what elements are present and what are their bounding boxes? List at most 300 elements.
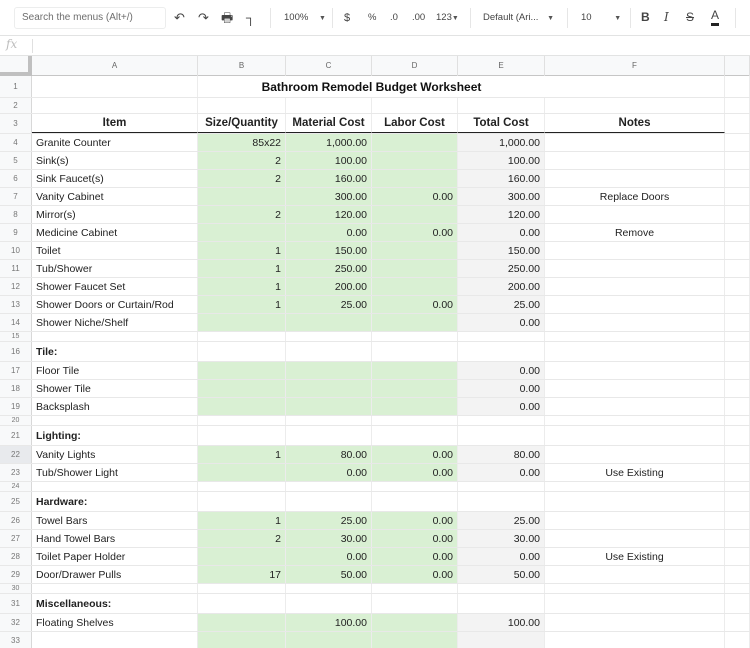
cell[interactable] — [725, 362, 750, 379]
cell[interactable] — [286, 584, 372, 593]
quantity-cell[interactable] — [198, 464, 286, 481]
material-cost-cell[interactable]: 80.00 — [286, 446, 372, 463]
item-cell[interactable]: Vanity Cabinet — [32, 188, 198, 205]
sheet-title[interactable]: Bathroom Remodel Budget Worksheet — [261, 79, 482, 94]
cell[interactable] — [545, 416, 725, 425]
quantity-cell[interactable]: 2 — [198, 530, 286, 547]
quantity-cell[interactable]: 2 — [198, 206, 286, 223]
cell[interactable] — [725, 584, 750, 593]
row-header[interactable]: 10 — [0, 242, 32, 259]
quantity-cell[interactable]: 85x22 — [198, 134, 286, 151]
total-cost-cell[interactable]: 300.00 — [458, 188, 545, 205]
cell[interactable] — [725, 224, 750, 241]
cell[interactable] — [458, 416, 545, 425]
quantity-cell[interactable] — [198, 314, 286, 331]
table-row — [0, 632, 750, 648]
item-cell[interactable]: Shower Tile — [32, 380, 198, 397]
labor-cost-cell[interactable] — [372, 134, 458, 151]
cell[interactable] — [286, 332, 372, 341]
notes-cell[interactable] — [545, 170, 725, 187]
labor-cost-cell[interactable] — [372, 380, 458, 397]
notes-cell[interactable]: Use Existing — [545, 464, 725, 481]
cell[interactable] — [198, 426, 286, 445]
quantity-cell[interactable] — [198, 614, 286, 631]
cell[interactable] — [32, 98, 198, 113]
column-headers — [0, 56, 750, 76]
total-cost-cell[interactable]: 100.00 — [458, 614, 545, 631]
select-all-corner[interactable] — [0, 56, 32, 76]
cell[interactable] — [286, 342, 372, 361]
cell[interactable] — [725, 170, 750, 187]
header-total-cost[interactable]: Total Cost — [458, 114, 545, 133]
cell[interactable] — [198, 98, 286, 113]
row-header[interactable]: 14 — [0, 314, 32, 331]
item-cell[interactable]: Toilet Paper Holder — [32, 548, 198, 565]
cell[interactable] — [545, 98, 725, 113]
item-cell[interactable]: Sink Faucet(s) — [32, 170, 198, 187]
labor-cost-cell[interactable] — [372, 614, 458, 631]
material-cost-cell[interactable]: 0.00 — [286, 224, 372, 241]
row-header[interactable]: 6 — [0, 170, 32, 187]
row-header[interactable]: 7 — [0, 188, 32, 205]
cell[interactable] — [725, 492, 750, 511]
material-cost-cell[interactable] — [286, 380, 372, 397]
material-cost-cell[interactable] — [286, 314, 372, 331]
notes-cell[interactable] — [545, 242, 725, 259]
total-cost-cell[interactable]: 25.00 — [458, 512, 545, 529]
cell[interactable] — [372, 584, 458, 593]
row-header[interactable]: 25 — [0, 492, 32, 511]
zoom-select[interactable]: 100% ▼ — [284, 12, 326, 23]
item-cell[interactable]: Sink(s) — [32, 152, 198, 169]
row-header[interactable]: 28 — [0, 548, 32, 565]
notes-cell[interactable] — [545, 134, 725, 151]
total-cost-cell[interactable]: 0.00 — [458, 464, 545, 481]
section-label[interactable]: Lighting: — [32, 426, 198, 445]
item-cell[interactable]: Backsplash — [32, 398, 198, 415]
notes-cell[interactable]: Use Existing — [545, 548, 725, 565]
quantity-cell[interactable]: 1 — [198, 260, 286, 277]
material-cost-cell[interactable]: 200.00 — [286, 278, 372, 295]
notes-cell[interactable] — [545, 632, 725, 648]
material-cost-cell[interactable]: 25.00 — [286, 512, 372, 529]
cell[interactable] — [725, 134, 750, 151]
material-cost-cell[interactable] — [286, 362, 372, 379]
total-cost-cell[interactable]: 80.00 — [458, 446, 545, 463]
material-cost-cell[interactable]: 1,000.00 — [286, 134, 372, 151]
cell[interactable] — [198, 594, 286, 613]
cell[interactable] — [725, 530, 750, 547]
print-icon[interactable]: 🖶 — [221, 10, 234, 25]
row-header[interactable]: 29 — [0, 566, 32, 583]
item-cell[interactable]: Floating Shelves — [32, 614, 198, 631]
cell[interactable] — [32, 332, 198, 341]
cell[interactable] — [372, 98, 458, 113]
cell[interactable] — [545, 342, 725, 361]
row-header[interactable]: 2 — [0, 98, 32, 113]
table-row — [0, 464, 750, 482]
cell[interactable] — [725, 242, 750, 259]
cell[interactable] — [725, 206, 750, 223]
cell[interactable] — [725, 446, 750, 463]
paint-format-icon[interactable]: ┐ — [246, 10, 256, 25]
row-header[interactable]: 23 — [0, 464, 32, 481]
row-header[interactable]: 21 — [0, 426, 32, 445]
cell[interactable] — [286, 98, 372, 113]
formula-divider — [32, 39, 33, 53]
cell[interactable] — [458, 342, 545, 361]
cell[interactable] — [725, 632, 750, 648]
fx-icon: fx — [6, 37, 18, 51]
cell[interactable] — [458, 426, 545, 445]
notes-cell[interactable] — [545, 398, 725, 415]
cell[interactable] — [32, 584, 198, 593]
formula-bar[interactable] — [0, 36, 750, 56]
section-label[interactable]: Tile: — [32, 342, 198, 361]
labor-cost-cell[interactable]: 0.00 — [372, 296, 458, 313]
notes-cell[interactable] — [545, 296, 725, 313]
cell[interactable] — [545, 426, 725, 445]
row-header[interactable]: 15 — [0, 332, 32, 341]
item-cell[interactable]: Door/Drawer Pulls — [32, 566, 198, 583]
header-size-quantity[interactable]: Size/Quantity — [198, 114, 286, 133]
cell[interactable] — [372, 332, 458, 341]
row-header[interactable]: 26 — [0, 512, 32, 529]
labor-cost-cell[interactable] — [372, 206, 458, 223]
item-cell[interactable]: Vanity Lights — [32, 446, 198, 463]
labor-cost-cell[interactable]: 0.00 — [372, 224, 458, 241]
cell[interactable] — [725, 566, 750, 583]
labor-cost-cell[interactable]: 0.00 — [372, 512, 458, 529]
header-notes[interactable]: Notes — [545, 114, 725, 133]
notes-cell[interactable] — [545, 152, 725, 169]
table-row — [0, 380, 750, 398]
material-cost-cell[interactable]: 150.00 — [286, 242, 372, 259]
row-header[interactable]: 11 — [0, 260, 32, 277]
cell[interactable] — [725, 296, 750, 313]
cell[interactable] — [725, 426, 750, 445]
total-cost-cell[interactable]: 160.00 — [458, 170, 545, 187]
cell[interactable] — [725, 594, 750, 613]
total-cost-cell[interactable]: 0.00 — [458, 548, 545, 565]
labor-cost-cell[interactable]: 0.00 — [372, 530, 458, 547]
quantity-cell[interactable]: 17 — [198, 566, 286, 583]
cell[interactable] — [372, 342, 458, 361]
column-header-e[interactable]: E — [458, 56, 545, 76]
total-cost-cell[interactable]: 0.00 — [458, 398, 545, 415]
cell[interactable] — [725, 512, 750, 529]
row-header[interactable]: 30 — [0, 584, 32, 593]
total-cost-cell[interactable]: 200.00 — [458, 278, 545, 295]
cell[interactable] — [545, 76, 725, 97]
quantity-cell[interactable] — [198, 398, 286, 415]
total-cost-cell[interactable]: 0.00 — [458, 314, 545, 331]
material-cost-cell[interactable]: 120.00 — [286, 206, 372, 223]
undo-icon[interactable]: ↶ — [174, 10, 185, 25]
cell[interactable] — [32, 416, 198, 425]
row-header[interactable]: 24 — [0, 482, 32, 491]
cell[interactable] — [198, 492, 286, 511]
total-cost-cell[interactable]: 25.00 — [458, 296, 545, 313]
total-cost-cell[interactable]: 1,000.00 — [458, 134, 545, 151]
row-header[interactable]: 22 — [0, 446, 32, 463]
cell[interactable] — [372, 416, 458, 425]
quantity-cell[interactable]: 1 — [198, 242, 286, 259]
labor-cost-cell[interactable] — [372, 632, 458, 648]
spacer-row — [0, 332, 750, 342]
quantity-cell[interactable] — [198, 224, 286, 241]
material-cost-cell[interactable]: 100.00 — [286, 614, 372, 631]
cell[interactable] — [372, 492, 458, 511]
material-cost-cell[interactable]: 160.00 — [286, 170, 372, 187]
item-cell[interactable]: Tub/Shower — [32, 260, 198, 277]
font-size-select[interactable]: 10 ▼ — [581, 12, 622, 23]
column-header-a[interactable]: A — [32, 56, 198, 76]
row-header[interactable]: 19 — [0, 398, 32, 415]
table-row — [0, 242, 750, 260]
item-cell[interactable]: Floor Tile — [32, 362, 198, 379]
cell[interactable] — [725, 98, 750, 113]
table-row — [0, 446, 750, 464]
cell[interactable] — [725, 314, 750, 331]
cell[interactable] — [372, 426, 458, 445]
material-cost-cell[interactable]: 0.00 — [286, 548, 372, 565]
material-cost-cell[interactable]: 250.00 — [286, 260, 372, 277]
total-cost-cell[interactable]: 0.00 — [458, 362, 545, 379]
italic-button[interactable]: I — [664, 10, 669, 24]
row-header[interactable]: 13 — [0, 296, 32, 313]
quantity-cell[interactable]: 1 — [198, 512, 286, 529]
notes-cell[interactable] — [545, 512, 725, 529]
column-header-d[interactable]: D — [372, 56, 458, 76]
labor-cost-cell[interactable] — [372, 152, 458, 169]
item-cell[interactable]: Towel Bars — [32, 512, 198, 529]
item-cell[interactable]: Toilet — [32, 242, 198, 259]
row-header[interactable]: 8 — [0, 206, 32, 223]
section-label[interactable]: Hardware: — [32, 492, 198, 511]
decrease-decimals-button[interactable]: .0 — [390, 12, 398, 23]
redo-icon[interactable]: ↷ — [198, 10, 209, 25]
row-header[interactable]: 20 — [0, 416, 32, 425]
row-header[interactable]: 33 — [0, 632, 32, 648]
increase-decimals-button[interactable]: .00 — [412, 12, 426, 23]
notes-cell[interactable] — [545, 206, 725, 223]
quantity-cell[interactable]: 1 — [198, 446, 286, 463]
cell[interactable] — [286, 492, 372, 511]
notes-cell[interactable] — [545, 566, 725, 583]
labor-cost-cell[interactable]: 0.00 — [372, 566, 458, 583]
more-formats-button[interactable]: 123▼ — [436, 12, 459, 23]
percent-format-button[interactable]: % — [368, 12, 377, 23]
total-cost-cell[interactable]: 100.00 — [458, 152, 545, 169]
row-header[interactable]: 5 — [0, 152, 32, 169]
cell[interactable] — [725, 416, 750, 425]
notes-cell[interactable] — [545, 314, 725, 331]
header-row — [0, 114, 750, 134]
cell[interactable] — [198, 416, 286, 425]
quantity-cell[interactable]: 2 — [198, 170, 286, 187]
labor-cost-cell[interactable] — [372, 170, 458, 187]
cell[interactable] — [458, 594, 545, 613]
quantity-cell[interactable] — [198, 548, 286, 565]
cell[interactable] — [545, 584, 725, 593]
item-cell[interactable] — [32, 632, 198, 648]
labor-cost-cell[interactable] — [372, 260, 458, 277]
row-header[interactable]: 16 — [0, 342, 32, 361]
labor-cost-cell[interactable]: 0.00 — [372, 446, 458, 463]
cell[interactable] — [725, 76, 750, 97]
quantity-cell[interactable]: 1 — [198, 296, 286, 313]
cell[interactable] — [198, 342, 286, 361]
cell[interactable] — [372, 594, 458, 613]
cell[interactable] — [545, 482, 725, 491]
labor-cost-cell[interactable] — [372, 242, 458, 259]
quantity-cell[interactable] — [198, 380, 286, 397]
column-header-f[interactable]: F — [545, 56, 725, 76]
cell[interactable] — [458, 482, 545, 491]
table-row — [0, 224, 750, 242]
cell[interactable] — [725, 260, 750, 277]
labor-cost-cell[interactable] — [372, 398, 458, 415]
text-color-button[interactable]: A — [711, 8, 719, 26]
cell[interactable] — [286, 416, 372, 425]
quantity-cell[interactable] — [198, 632, 286, 648]
cell[interactable] — [458, 492, 545, 511]
cell[interactable] — [725, 114, 750, 133]
notes-cell[interactable]: Remove — [545, 224, 725, 241]
material-cost-cell[interactable]: 100.00 — [286, 152, 372, 169]
table-row — [0, 278, 750, 296]
table-row — [0, 314, 750, 332]
header-item[interactable]: Item — [32, 114, 198, 133]
quantity-cell[interactable]: 1 — [198, 278, 286, 295]
row-header[interactable]: 1 — [0, 76, 32, 97]
material-cost-cell[interactable] — [286, 398, 372, 415]
material-cost-cell[interactable] — [286, 632, 372, 648]
labor-cost-cell[interactable]: 0.00 — [372, 548, 458, 565]
header-labor-cost[interactable]: Labor Cost — [372, 114, 458, 133]
cell[interactable] — [458, 584, 545, 593]
row-header[interactable]: 9 — [0, 224, 32, 241]
column-header-g[interactable] — [725, 56, 750, 76]
total-cost-cell[interactable]: 150.00 — [458, 242, 545, 259]
column-header-b[interactable]: B — [198, 56, 286, 76]
cell[interactable] — [725, 332, 750, 341]
row-header[interactable]: 3 — [0, 114, 32, 133]
cell[interactable] — [725, 380, 750, 397]
cell[interactable] — [725, 398, 750, 415]
row-header[interactable]: 12 — [0, 278, 32, 295]
notes-cell[interactable] — [545, 380, 725, 397]
section-label[interactable]: Miscellaneous: — [32, 594, 198, 613]
cell[interactable] — [725, 482, 750, 491]
notes-cell[interactable] — [545, 614, 725, 631]
bold-button[interactable]: B — [641, 10, 650, 24]
strikethrough-button[interactable]: S — [686, 10, 695, 24]
total-cost-cell[interactable]: 30.00 — [458, 530, 545, 547]
cell[interactable] — [725, 464, 750, 481]
cell[interactable] — [545, 492, 725, 511]
total-cost-cell[interactable]: 0.00 — [458, 224, 545, 241]
item-cell[interactable]: Granite Counter — [32, 134, 198, 151]
row-header[interactable]: 32 — [0, 614, 32, 631]
cell[interactable] — [725, 152, 750, 169]
total-cost-cell[interactable]: 50.00 — [458, 566, 545, 583]
total-cost-cell[interactable]: 250.00 — [458, 260, 545, 277]
quantity-cell[interactable]: 2 — [198, 152, 286, 169]
cell[interactable] — [725, 342, 750, 361]
header-material-cost[interactable]: Material Cost — [286, 114, 372, 133]
labor-cost-cell[interactable]: 0.00 — [372, 188, 458, 205]
row-header[interactable]: 4 — [0, 134, 32, 151]
row-header[interactable]: 31 — [0, 594, 32, 613]
item-cell[interactable]: Shower Niche/Shelf — [32, 314, 198, 331]
labor-cost-cell[interactable] — [372, 362, 458, 379]
item-cell[interactable]: Tub/Shower Light — [32, 464, 198, 481]
cell[interactable] — [458, 332, 545, 341]
material-cost-cell[interactable]: 25.00 — [286, 296, 372, 313]
cell[interactable] — [286, 594, 372, 613]
notes-cell[interactable] — [545, 278, 725, 295]
cell[interactable] — [372, 482, 458, 491]
total-cost-cell[interactable]: 0.00 — [458, 380, 545, 397]
item-cell[interactable]: Shower Doors or Curtain/Rod — [32, 296, 198, 313]
notes-cell[interactable] — [545, 260, 725, 277]
notes-cell[interactable] — [545, 530, 725, 547]
cell[interactable] — [725, 278, 750, 295]
total-cost-cell[interactable]: 120.00 — [458, 206, 545, 223]
quantity-cell[interactable] — [198, 188, 286, 205]
cell[interactable] — [198, 584, 286, 593]
cell[interactable] — [725, 188, 750, 205]
material-cost-cell[interactable]: 0.00 — [286, 464, 372, 481]
quantity-cell[interactable] — [198, 362, 286, 379]
material-cost-cell[interactable]: 50.00 — [286, 566, 372, 583]
cell[interactable] — [725, 548, 750, 565]
notes-cell[interactable] — [545, 446, 725, 463]
labor-cost-cell[interactable] — [372, 314, 458, 331]
notes-cell[interactable] — [545, 362, 725, 379]
currency-format-button[interactable]: $ — [344, 12, 351, 24]
notes-cell[interactable]: Replace Doors — [545, 188, 725, 205]
search-menus-input[interactable]: Search the menus (Alt+/) — [14, 7, 166, 29]
item-cell[interactable]: Medicine Cabinet — [32, 224, 198, 241]
total-cost-cell[interactable] — [458, 632, 545, 648]
cell[interactable] — [545, 332, 725, 341]
cell[interactable] — [32, 482, 198, 491]
labor-cost-cell[interactable] — [372, 278, 458, 295]
cell[interactable] — [198, 482, 286, 491]
item-cell[interactable]: Mirror(s) — [32, 206, 198, 223]
cell[interactable] — [32, 76, 198, 97]
cell[interactable] — [198, 332, 286, 341]
cell[interactable] — [725, 614, 750, 631]
cell[interactable] — [286, 426, 372, 445]
item-cell[interactable]: Shower Faucet Set — [32, 278, 198, 295]
row-header[interactable]: 17 — [0, 362, 32, 379]
cell[interactable] — [286, 482, 372, 491]
material-cost-cell[interactable]: 300.00 — [286, 188, 372, 205]
labor-cost-cell[interactable]: 0.00 — [372, 464, 458, 481]
row-header[interactable]: 18 — [0, 380, 32, 397]
font-select[interactable]: Default (Ari... ▼ — [483, 12, 555, 23]
row-header[interactable]: 27 — [0, 530, 32, 547]
item-cell[interactable]: Hand Towel Bars — [32, 530, 198, 547]
cell[interactable] — [545, 594, 725, 613]
cell[interactable] — [458, 98, 545, 113]
column-header-c[interactable]: C — [286, 56, 372, 76]
material-cost-cell[interactable]: 30.00 — [286, 530, 372, 547]
